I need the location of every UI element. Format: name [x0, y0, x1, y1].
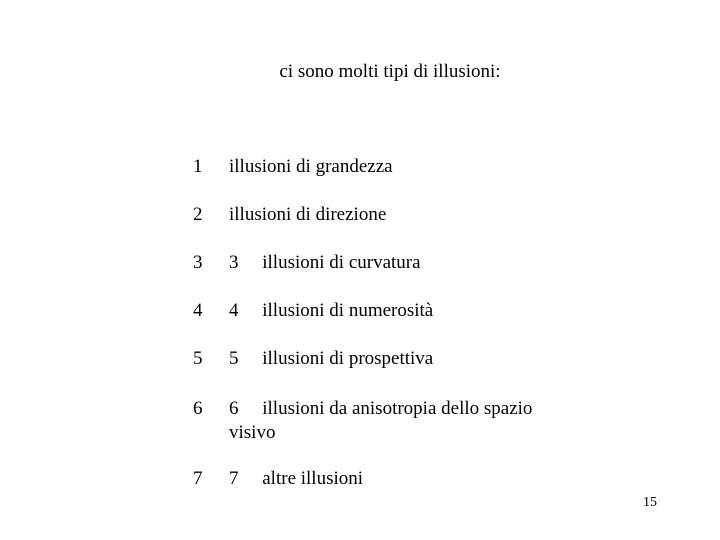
- item-number: 7: [193, 468, 203, 489]
- item-number: 4: [193, 300, 203, 321]
- item-text: 6 illusioni da anisotropia dello spazio visivo: [229, 398, 538, 443]
- item-text: 7 altre illusioni: [229, 468, 364, 489]
- item-text: illusioni di direzione: [229, 204, 387, 225]
- item-text: 3 illusioni di curvatura: [229, 252, 421, 273]
- page-number: 15: [643, 495, 657, 510]
- item-number: 2: [193, 204, 203, 225]
- item-text: illusioni di grandezza: [229, 156, 393, 177]
- item-number: 1: [193, 156, 203, 177]
- item-number: 3: [193, 252, 203, 273]
- slide-title: ci sono molti tipi di illusioni:: [279, 61, 501, 82]
- item-text: 5 illusioni di prospettiva: [229, 348, 434, 369]
- item-text: 4 illusioni di numerosità: [229, 300, 434, 321]
- item-number: 6: [193, 398, 203, 419]
- item-number: 5: [193, 348, 203, 369]
